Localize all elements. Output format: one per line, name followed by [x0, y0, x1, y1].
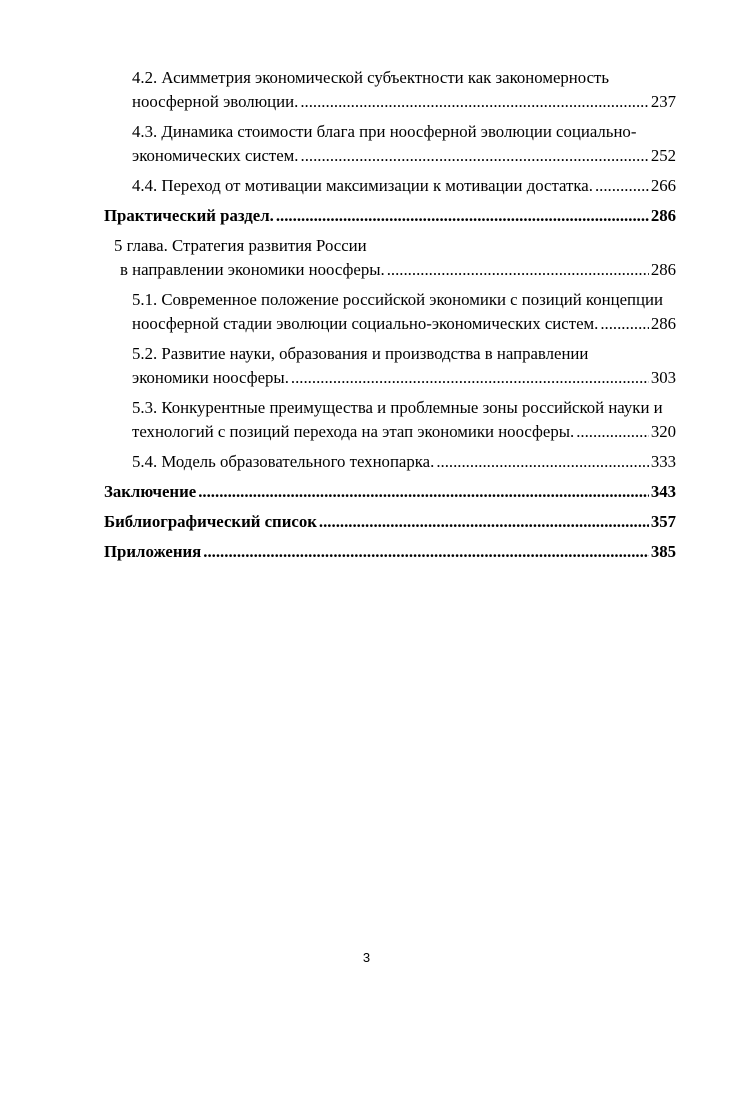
dot-leader	[595, 174, 649, 198]
dot-leader	[291, 366, 649, 390]
toc-entry-appendices	[104, 540, 676, 564]
dot-leader	[319, 510, 649, 534]
toc-entry-title: Приложения	[104, 542, 202, 561]
toc-entry-title-cont: экономики ноосферы.	[132, 368, 289, 387]
toc-entry-title-cont: технологий с позиций перехода на этап экономики ноосферы.	[132, 422, 575, 441]
toc-entry-chapter-5	[104, 234, 676, 282]
toc-entry-title: 5.2. Развитие науки, образования и производства в направлении	[132, 344, 589, 363]
toc-entry-5-1	[104, 288, 676, 336]
toc-entry-5-3	[104, 396, 676, 444]
toc-entry-title: Библиографический список	[104, 512, 317, 531]
toc-entry-5-4	[104, 450, 676, 474]
toc-entry-title: Практический раздел.	[104, 206, 274, 225]
toc-page-number: 320	[650, 422, 676, 441]
toc-entry-title: 4.4. Переход от мотивации максимизации к мотивации достатка.	[132, 176, 593, 195]
toc-entry-title: Заключение	[104, 482, 197, 501]
toc-page-number: 252	[650, 146, 676, 165]
dot-leader	[576, 420, 649, 444]
toc-entry-4-4	[104, 174, 676, 198]
toc-entry-title: 5.4. Модель образовательного технопарка.	[132, 452, 435, 471]
toc-entry-title: 4.3. Динамика стоимости блага при ноосферной эволюции социально-	[132, 122, 637, 141]
toc-page-number: 286	[650, 206, 676, 225]
toc-entry-title: 5.1. Современное положение российской экономики с позиций концепции	[132, 290, 663, 309]
toc-entry-title: 5 глава. Стратегия развития России	[114, 236, 367, 255]
toc-entry-4-2	[104, 66, 676, 114]
toc-entry-practical-section	[104, 204, 676, 228]
toc-page-number: 385	[650, 542, 676, 561]
toc-page-number: 266	[650, 176, 676, 195]
toc-entry-title: 5.3. Конкурентные преимущества и проблемные зоны российской науки и	[132, 398, 663, 417]
toc-entry-bibliography	[104, 510, 676, 534]
dot-leader	[198, 480, 649, 504]
dot-leader	[300, 90, 649, 114]
dot-leader	[600, 312, 649, 336]
table-of-contents	[104, 66, 676, 570]
toc-entry-4-3	[104, 120, 676, 168]
dot-leader	[276, 204, 649, 228]
toc-entry-conclusion	[104, 480, 676, 504]
dot-leader	[301, 144, 649, 168]
dot-leader	[436, 450, 649, 474]
toc-entry-title: 4.2. Асимметрия экономической субъектности как закономерность	[132, 68, 610, 87]
dot-leader	[203, 540, 649, 564]
toc-page-number: 286	[650, 260, 676, 279]
toc-page-number: 357	[650, 512, 676, 531]
toc-entry-title-cont: ноосферной эволюции.	[132, 92, 299, 111]
toc-page-number: 343	[650, 482, 676, 501]
toc-entry-5-2	[104, 342, 676, 390]
dot-leader	[387, 258, 649, 282]
toc-entry-title-cont: ноосферной стадии эволюции социально-экономических систем.	[132, 314, 599, 333]
toc-page-number: 303	[650, 368, 676, 387]
toc-page-number: 286	[650, 314, 676, 333]
page-number: 3	[362, 950, 371, 965]
toc-page-number: 333	[650, 452, 676, 471]
toc-entry-title-cont: в направлении экономики ноосферы.	[120, 260, 385, 279]
toc-page-number: 237	[650, 92, 676, 111]
toc-entry-title-cont: экономических систем.	[132, 146, 299, 165]
